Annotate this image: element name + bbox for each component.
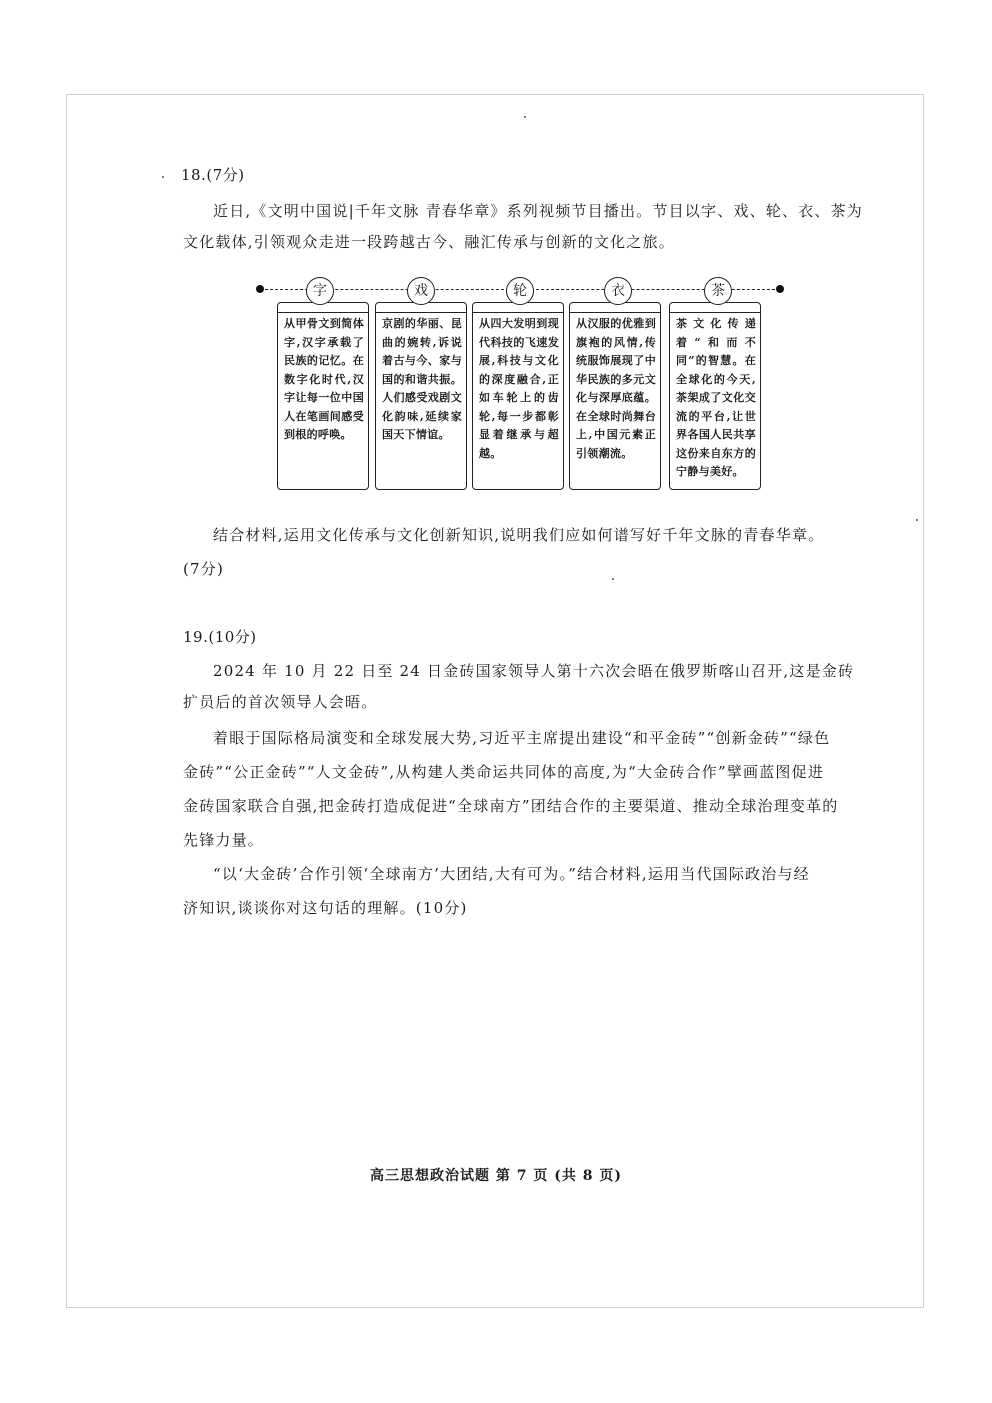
q19-para1-line2: 扩员后的首次领导人会晤。 — [183, 693, 378, 711]
tag-text-zi: 从甲骨文到简体字,汉字承载了民族的记忆。在数字化时代,汉字让每一位中国人在笔画间感受到根的呼唤。 — [284, 317, 364, 441]
question-18-intro — [183, 196, 863, 258]
badge-zi: 字 — [306, 277, 334, 305]
prompt-line-1: 结合材料,运用文化传承与文化创新知识,说明我们应如何谱写好千年文脉的青春华章。 — [213, 526, 825, 544]
q19-para3-line2: 济知识,谈谈你对这句话的理解。(10分) — [183, 899, 468, 917]
question-18-prompt — [183, 520, 863, 585]
scan-speck — [612, 578, 614, 580]
scan-speck — [916, 519, 918, 521]
intro-line-1: 近日,《文明中国说|千年文脉 青春华章》系列视频节目播出。节目以字、戏、轮、衣、茶为 — [213, 202, 863, 220]
scan-speck — [162, 176, 164, 178]
prompt-line-2: (7分) — [183, 560, 225, 578]
badge-cha: 茶 — [704, 277, 732, 305]
q19-para1-line1: 2024 年 10 月 22 日至 24 日金砖国家领导人第十六次会晤在俄罗斯喀山召开,这是金砖 — [213, 662, 855, 680]
intro-line-2: 文化载体,引领观众走进一段跨越古今、融汇传承与创新的文化之旅。 — [183, 233, 675, 251]
tag-card-xi — [375, 302, 467, 490]
tag-card-zi — [277, 302, 369, 490]
q19-para3-line1: “以‘大金砖’合作引领‘全球南方’大团结,大有可为。”结合材料,运用当代国际政治与经 — [213, 865, 810, 883]
page-footer: 高三思想政治试题 第 7 页 (共 8 页) — [370, 1168, 622, 1184]
tag-text-yi: 从汉服的优雅到旗袍的风情,传统服饰展现了中华民族的多元文化与深厚底蕴。在全球时尚舞台上,中国元素正引领潮流。 — [576, 317, 656, 460]
question-19-body — [183, 656, 863, 924]
badge-xi: 戏 — [407, 277, 435, 305]
q19-para2-line1: 着眼于国际格局演变和全球发展大势,习近平主席提出建设“和平金砖”“创新金砖”“绿色 — [213, 729, 831, 747]
q19-para2-line3: 金砖国家联合自强,把金砖打造成促进“全球南方”团结合作的主要渠道、推动全球治理变革的 — [183, 797, 839, 815]
tag-card-lun — [472, 302, 564, 490]
badge-lun: 轮 — [506, 277, 534, 305]
tag-text-lun: 从四大发明到现代科技的飞速发展,科技与文化的深度融合,正如车轮上的齿轮,每一步都彰显着继承与超越。 — [479, 317, 559, 460]
scan-speck — [524, 116, 526, 118]
question-19-number: 19.(10分) — [183, 628, 257, 646]
badge-yi: 衣 — [604, 277, 632, 305]
q19-para2-line2: 金砖”“公正金砖”“人文金砖”,从构建人类命运共同体的高度,为“大金砖合作”擘画蓝图促进 — [183, 763, 825, 781]
tag-text-cha: 茶文化传递着“和而不同”的智慧。在全球化的今天,茶架成了文化交流的平台,让世界各国人民共享这份来自东方的宁静与美好。 — [676, 317, 756, 478]
tag-card-yi — [569, 302, 661, 490]
timeline-end-dot — [776, 285, 784, 293]
tag-text-xi: 京剧的华丽、昆曲的婉转,诉说着古与今、家与国的和谐共振。人们感受戏剧文化韵味,延续家国天下情谊。 — [382, 317, 462, 441]
tag-card-cha — [669, 302, 761, 490]
q19-para2-line4: 先锋力量。 — [183, 831, 265, 849]
question-18-number: 18.(7分) — [181, 166, 245, 184]
timeline-start-dot — [256, 285, 264, 293]
